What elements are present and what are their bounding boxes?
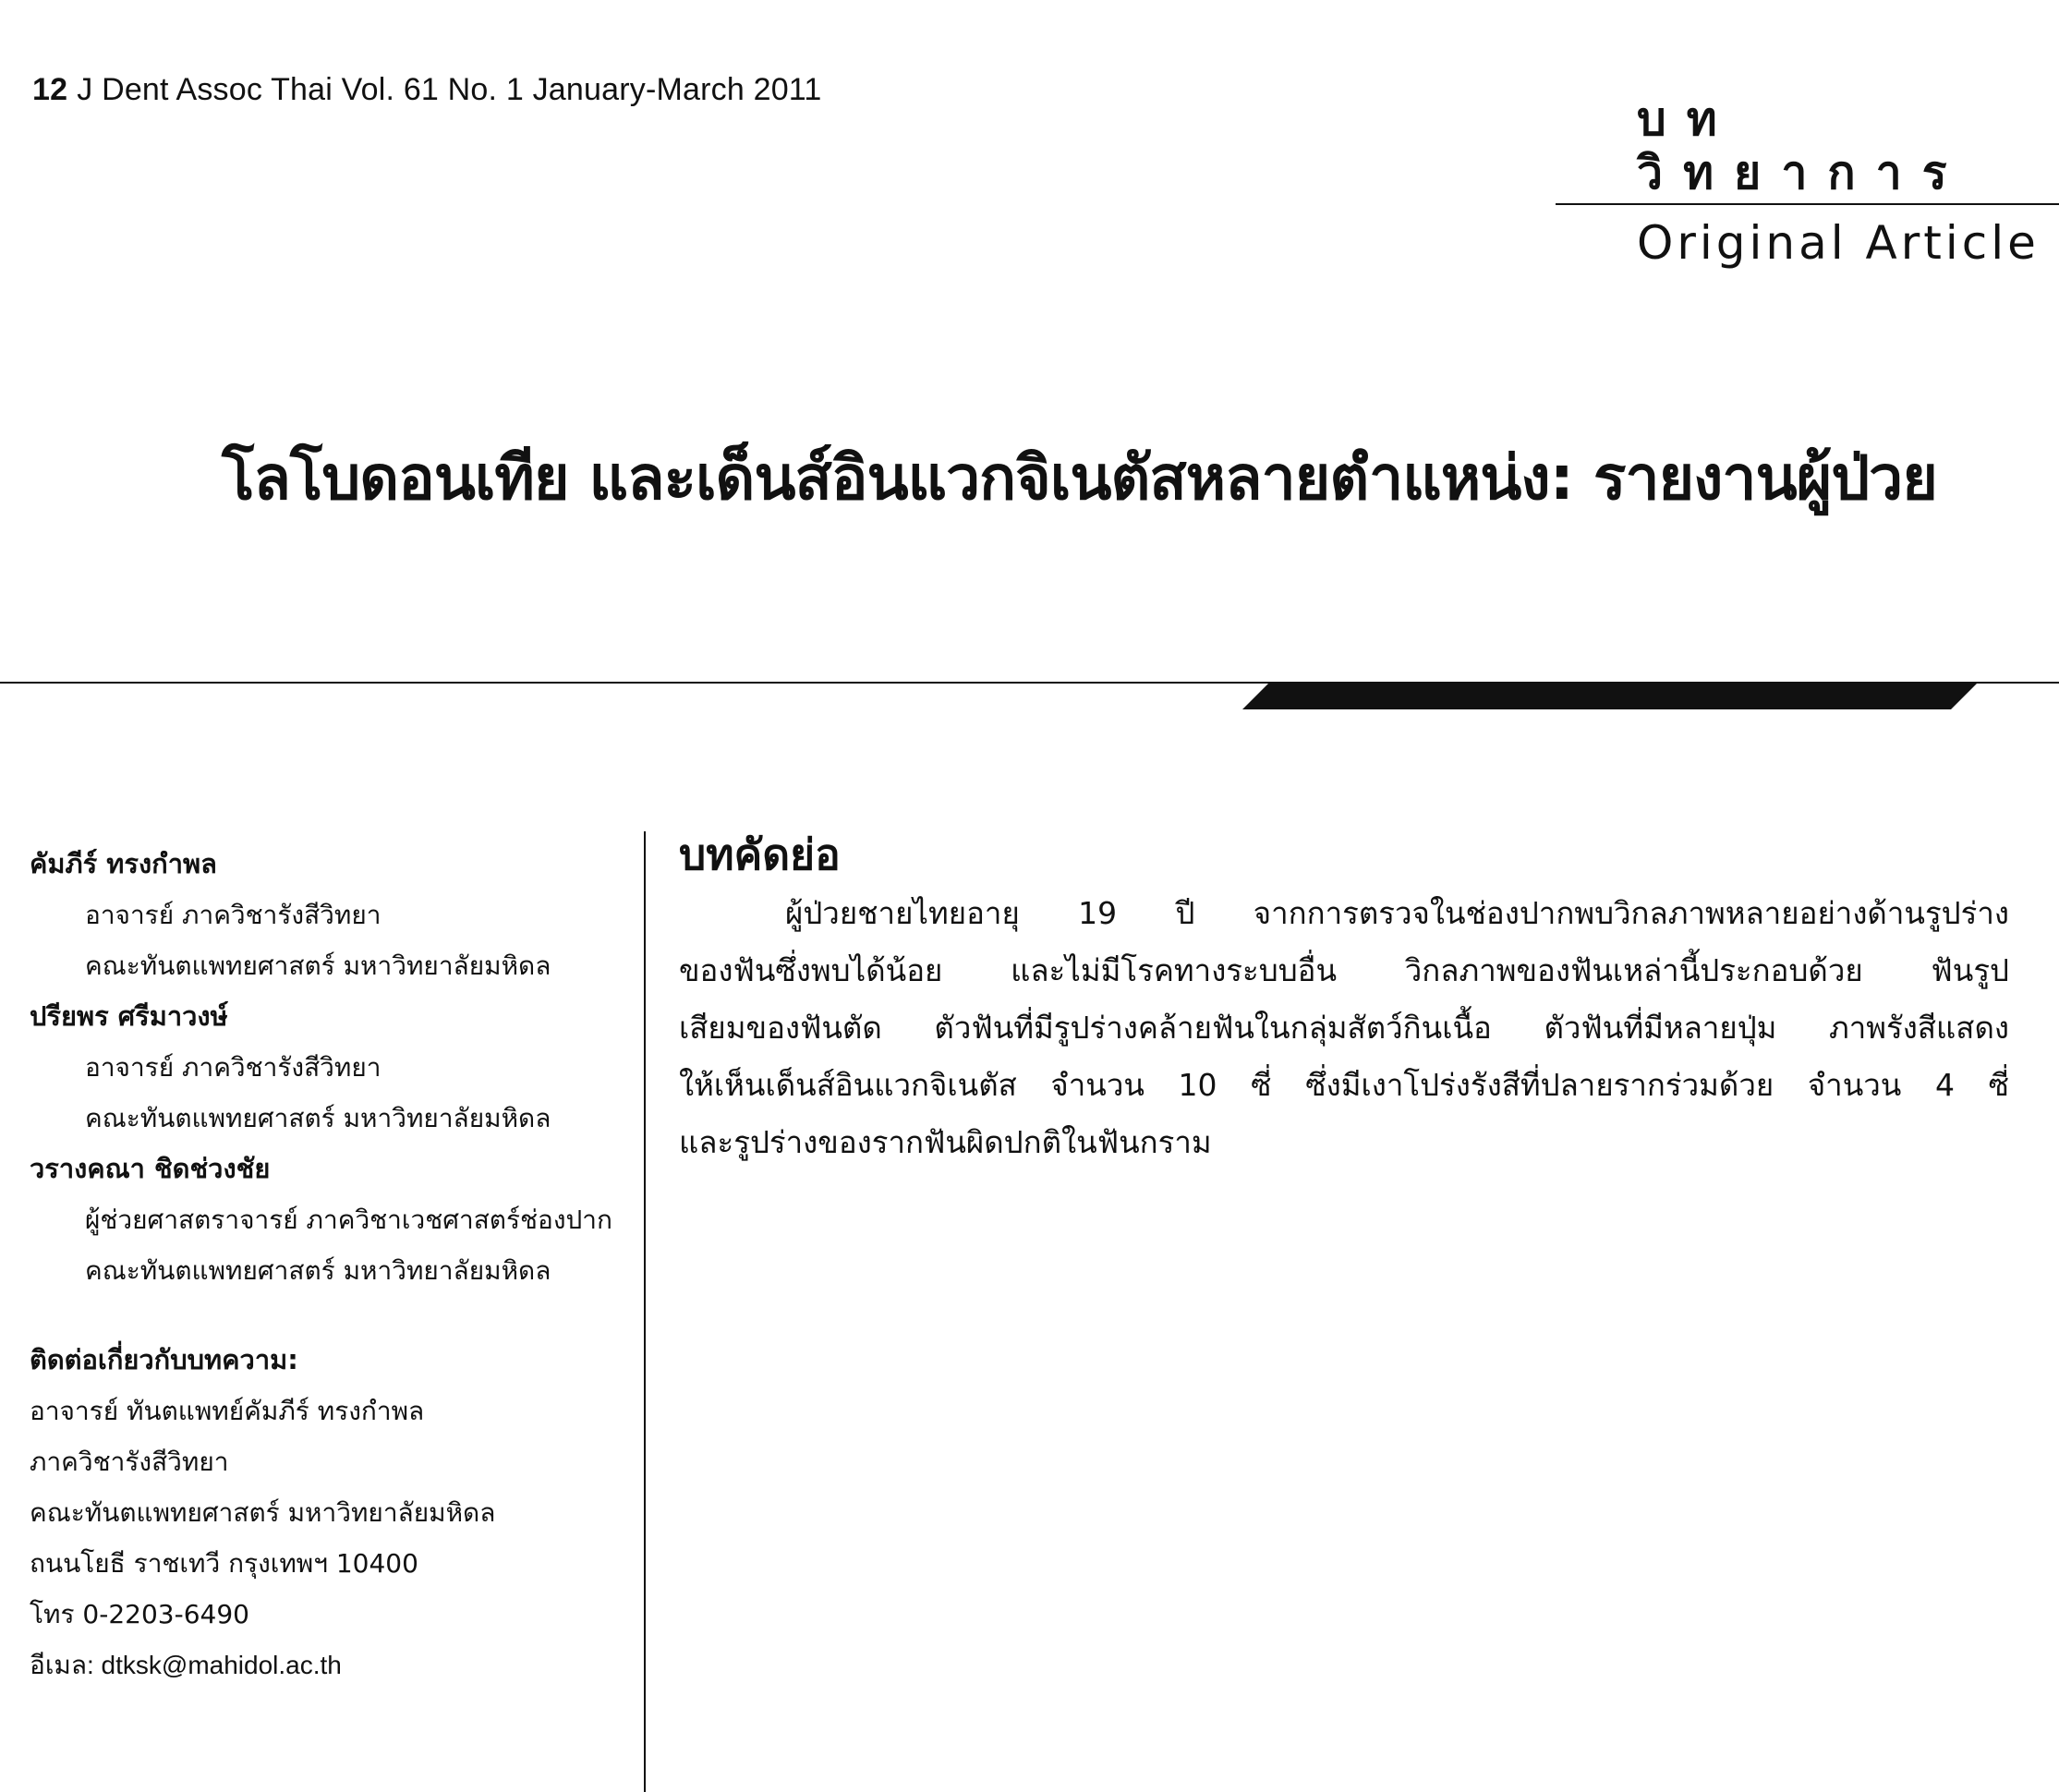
author-block (30, 1144, 621, 1296)
contact-line: คณะทันตแพทยศาสตร์ มหาวิทยาลัยมหิดล (30, 1497, 496, 1528)
abstract-body (679, 885, 2009, 1171)
page-number: 12 (32, 72, 68, 107)
contact-line: อาจารย์ ทันตแพทย์คัมภีร์ ทรงกำพล (30, 1396, 425, 1426)
author-affiliation: คณะทันตแพทยศาสตร์ มหาวิทยาลัยมหิดล (85, 1103, 551, 1133)
contact-line: ถนนโยธี ราชเทวี กรุงเทพฯ 10400 (30, 1548, 418, 1579)
section-label (1556, 92, 2059, 270)
section-label-thai: บทวิทยาการ (1556, 92, 2059, 205)
author-affiliation: ผู้ช่วยศาสตราจารย์ ภาควิชาเวชศาสตร์ช่องปาก (85, 1205, 612, 1235)
contact-title: ติดต่อเกี่ยวกับบทความ: (30, 1344, 298, 1375)
contact-email[interactable]: อีเมล: dtksk@mahidol.ac.th (30, 1651, 342, 1679)
running-head (32, 72, 822, 108)
author-block (30, 839, 621, 991)
title-wedge-bar (1242, 684, 1977, 709)
author-name: คัมภีร์ ทรงกำพล (30, 848, 217, 879)
contact-line: ภาควิชารังสีวิทยา (30, 1447, 229, 1477)
section-label-english: Original Article (1637, 216, 2040, 270)
journal-citation: J Dent Assoc Thai Vol. 61 No. 1 January-March 2011 (77, 72, 822, 107)
abstract-line: ผู้ป่วยชายไทยอายุ 19 ปี จากการตรวจในช่องปากพบวิกลภาพหลายอย่างด้านรูปร่าง (785, 895, 2009, 931)
author-column (30, 839, 621, 1690)
contact-phone: โทร 0-2203-6490 (30, 1599, 249, 1629)
author-block (30, 991, 621, 1144)
author-affiliation: อาจารย์ ภาควิชารังสีวิทยา (85, 1052, 382, 1083)
author-affiliation: อาจารย์ ภาควิชารังสีวิทยา (85, 900, 382, 930)
author-name: ปรียพร ศรีมาวงษ์ (30, 1000, 228, 1032)
abstract-line: ของฟันซึ่งพบได้น้อย และไม่มีโรคทางระบบอื่น วิกลภาพของฟันเหล่านี้ประกอบด้วย ฟันรูป (679, 952, 2009, 988)
column-divider (644, 831, 646, 1792)
abstract-line: ให้เห็นเด็นส์อินแวกจิเนตัส จำนวน 10 ซี่ ซึ่งมีเงาโปร่งรังสีที่ปลายรากร่วมด้วย จำนวน 4 ซี่ (679, 1067, 2009, 1103)
author-name: วรางคณา ชิดช่วงชัย (30, 1153, 271, 1184)
author-affiliation: คณะทันตแพทยศาสตร์ มหาวิทยาลัยมหิดล (85, 950, 551, 981)
author-affiliation: คณะทันตแพทยศาสตร์ มหาวิทยาลัยมหิดล (85, 1255, 551, 1286)
abstract-section (679, 824, 2009, 1171)
abstract-line: และรูปร่างของรากฟันผิดปกติในฟันกราม (679, 1124, 1212, 1160)
abstract-line: เสียมของฟันตัด ตัวฟันที่มีรูปร่างคล้ายฟันในกลุ่มสัตว์กินเนื้อ ตัวฟันที่มีหลายปุ่ม ภาพรังสีแสดง (679, 1010, 2009, 1046)
article-title: โลโบดอนเทีย และเด็นส์อินแวกจิเนตัสหลายตำแหน่ง: รายงานผู้ป่วย (222, 442, 1937, 514)
abstract-heading: บทคัดย่อ (679, 829, 841, 879)
